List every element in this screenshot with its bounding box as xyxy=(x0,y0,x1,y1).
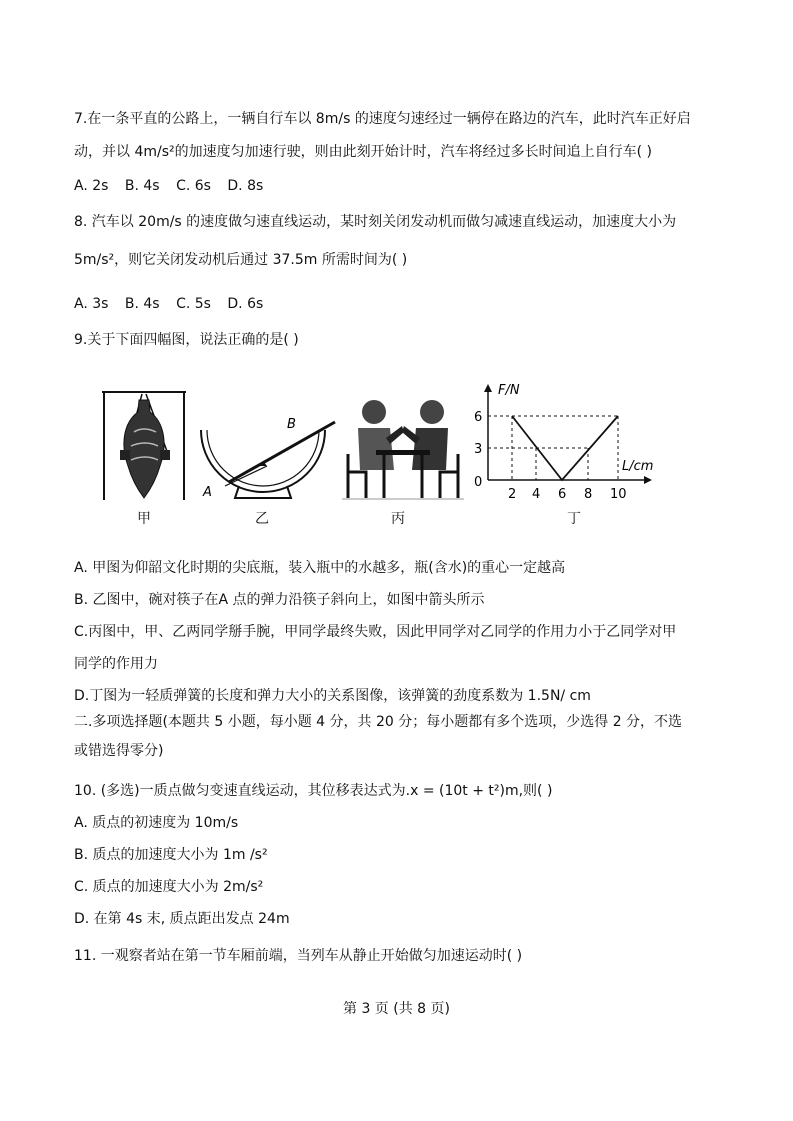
q10-option-d: D. 在第 4s 末, 质点距出发点 24m xyxy=(74,911,290,927)
q7-option-a: A. 2s xyxy=(74,178,109,194)
figure-ding-y-tick-0: 0 xyxy=(474,475,483,490)
q9-option-c-line2: 同学的作用力 xyxy=(74,656,158,672)
figure-ding-label: 丁 xyxy=(567,511,581,527)
q8-option-b: B. 4s xyxy=(124,296,160,312)
q8-options xyxy=(74,295,275,313)
figure-ding-y-axis-label: F/N xyxy=(498,383,520,398)
q11-stem: 11. 一观察者站在第一节车厢前端，当列车从静止开始做匀加速运动时( ) xyxy=(74,948,523,964)
figure-ding-graph xyxy=(466,382,658,506)
figure-ding-x-tick-6: 6 xyxy=(558,487,567,502)
figure-ding-x-tick-8: 8 xyxy=(584,487,593,502)
q9-stem: 9.关于下面四幅图，说法正确的是( ) xyxy=(74,332,299,348)
q9-option-c-line1: C.丙图中，甲、乙两同学掰手腕，甲同学最终失败，因此甲同学对乙同学的作用力小于乙同学对甲 xyxy=(74,624,677,640)
section2-heading-line2: 或错选得零分) xyxy=(74,743,164,759)
q7-line1: 7.在一条平直的公路上，一辆自行车以 8m/s 的速度匀速经过一辆停在路边的汽车，此时汽车正好启 xyxy=(74,111,691,127)
figure-yi-bowl xyxy=(195,382,340,504)
figure-ding-x-tick-10: 10 xyxy=(610,487,627,502)
q7-line2: 动，并以 4m/s²的加速度匀加速行驶，则由此刻开始计时，汽车将经过多长时间追上自行车( ) xyxy=(74,144,652,160)
q10-option-b: B. 质点的加速度大小为 1m /s² xyxy=(74,847,268,863)
q8-option-a: A. 3s xyxy=(74,296,109,312)
figure-yi-point-a: A xyxy=(203,485,212,500)
q8-line2: 5m/s²，则它关闭发动机后通过 37.5m 所需时间为( ) xyxy=(74,252,408,268)
q9-option-d: D.丁图为一轻质弹簧的长度和弹力大小的关系图像，该弹簧的劲度系数为 1.5N/ cm xyxy=(74,688,591,704)
q8-option-d: D. 6s xyxy=(227,296,264,312)
q8-line1: 8. 汽车以 20m/s 的速度做匀速直线运动，某时刻关闭发动机而做匀减速直线运动，加速度大小为 xyxy=(74,214,677,230)
q7-option-b: B. 4s xyxy=(124,178,160,194)
q8-option-c: C. 5s xyxy=(176,296,211,312)
q10-option-c: C. 质点的加速度大小为 2m/s² xyxy=(74,879,264,895)
q10-option-a: A. 质点的初速度为 10m/s xyxy=(74,815,239,831)
figure-ding-y-tick-3: 3 xyxy=(474,442,483,457)
figure-ding-x-tick-4: 4 xyxy=(532,487,541,502)
section2-heading-line1: 二.多项选择题(本题共 5 小题，每小题 4 分，共 20 分；每小题都有多个选项，少选得 2 分，不选 xyxy=(74,714,683,730)
figure-ding-x-tick-2: 2 xyxy=(508,487,517,502)
figure-ding-y-tick-6: 6 xyxy=(474,410,483,425)
q7-option-d: D. 8s xyxy=(227,178,264,194)
figure-jia-label: 甲 xyxy=(137,511,151,527)
figure-ding-x-axis-label: L/cm xyxy=(622,459,654,474)
q7-options xyxy=(74,177,275,195)
q9-option-b: B. 乙图中，碗对筷子在A 点的弹力沿筷子斜向上，如图中箭头所示 xyxy=(74,592,485,608)
figure-yi-label: 乙 xyxy=(255,511,269,527)
figure-jia-bottle xyxy=(98,382,190,504)
figure-yi-point-b: B xyxy=(287,417,296,432)
figure-bing-arm-wrestling xyxy=(342,382,464,504)
q10-stem: 10. (多选)一质点做匀变速直线运动，其位移表达式为.x = (10t + t²)m,则( ) xyxy=(74,783,553,799)
q7-option-c: C. 6s xyxy=(176,178,211,194)
page-footer: 第 3 页 (共 8 页) xyxy=(343,1001,450,1017)
figure-bing-label: 丙 xyxy=(391,511,405,527)
q9-option-a: A. 甲图为仰韶文化时期的尖底瓶，装入瓶中的水越多，瓶(含水)的重心一定越高 xyxy=(74,560,566,576)
